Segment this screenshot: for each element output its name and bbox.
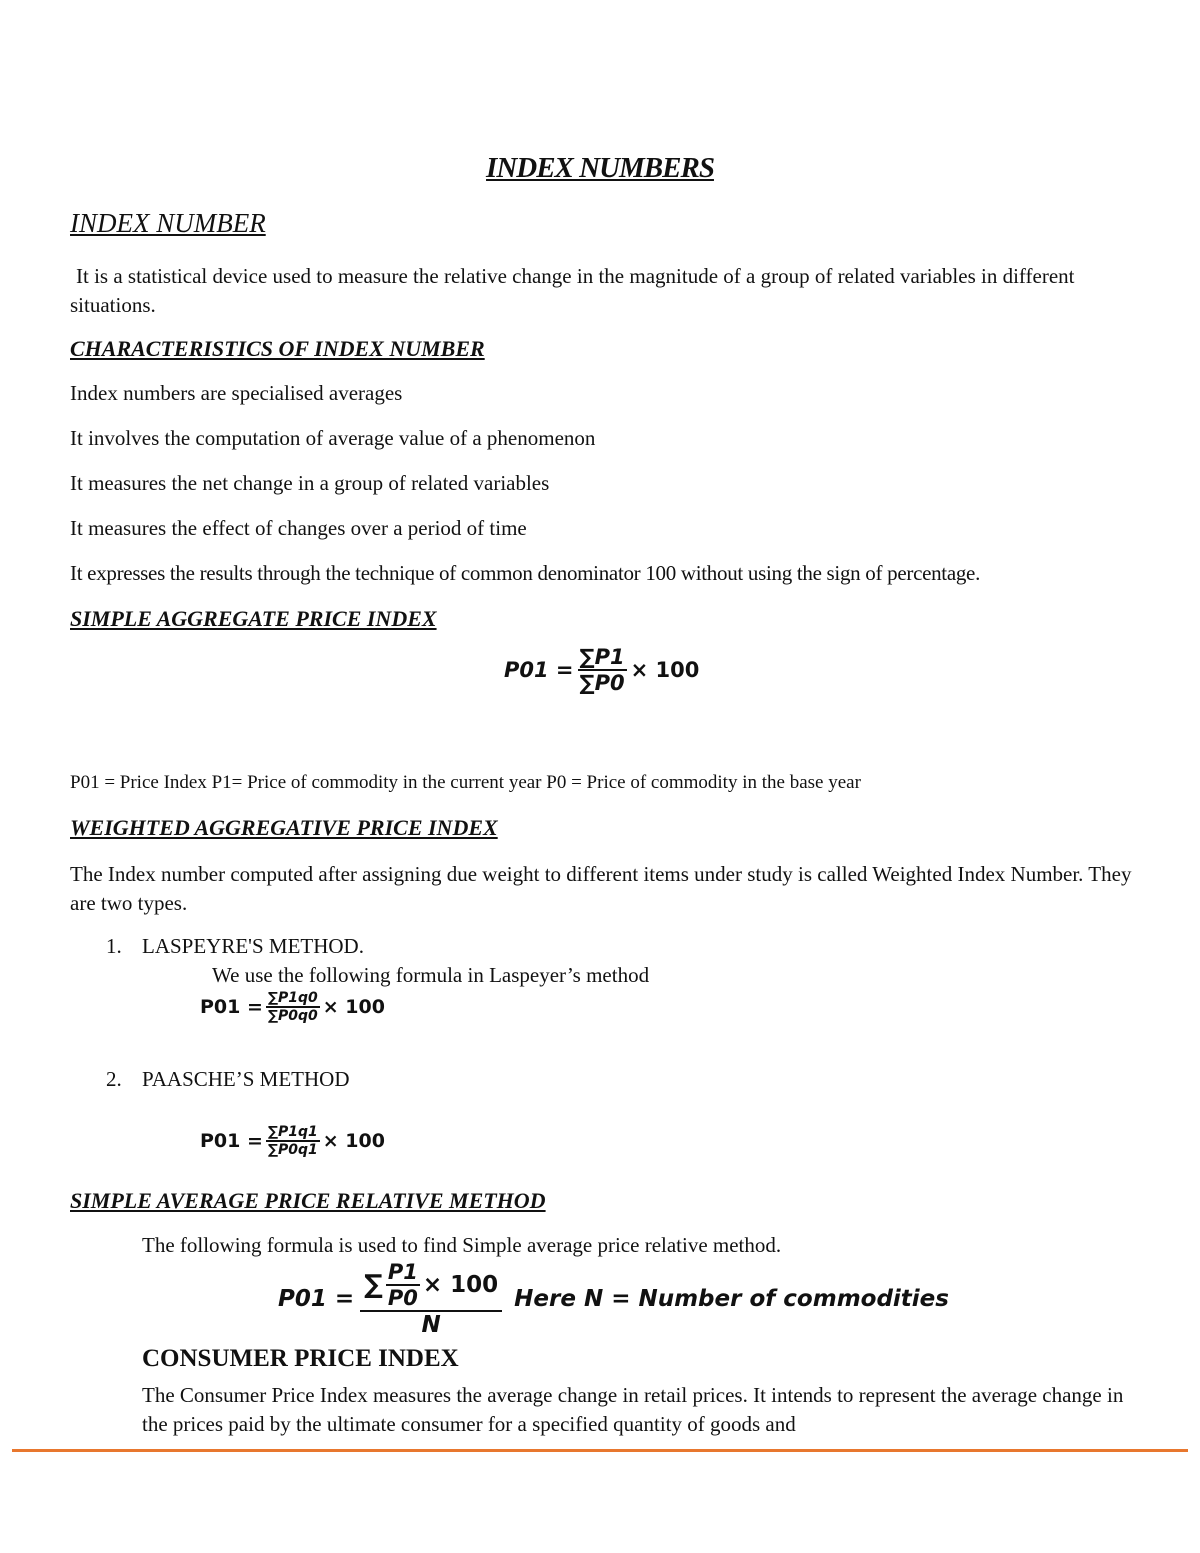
formula-paasche [200, 1124, 385, 1158]
formula-outer-fraction [360, 1260, 502, 1338]
formula-laspeyre [200, 990, 385, 1024]
characteristic-item: It measures the effect of changes over a period of time [70, 516, 527, 540]
formula-denominator: N [421, 1312, 441, 1338]
method-number: 1. [106, 934, 122, 958]
simple-average-intro: The following formula is used to find Simple average price relative method. [142, 1233, 782, 1257]
weighted-description: The Index number computed after assigning due weight to different items under study is called Weighted Index Number. They are two types. [70, 862, 1132, 915]
formula-note: Here N = Number of commodities [514, 1286, 949, 1312]
method-name-laspeyre: LASPEYRE'S METHOD. [142, 934, 364, 958]
formula-fraction [578, 645, 627, 695]
document-title: INDEX NUMBERS [486, 152, 714, 184]
method-name-paasche: PAASCHE’S METHOD [142, 1067, 350, 1091]
heading-consumer-price-index: CONSUMER PRICE INDEX [142, 1345, 459, 1372]
formula-numerator: ∑P1 [579, 645, 625, 669]
formula-denominator: ∑P0q0 [267, 1008, 318, 1024]
formula-numerator: ∑P1q1 [267, 1124, 318, 1140]
heading-index-number: INDEX NUMBER [70, 208, 266, 238]
formula-lhs: P01 = [200, 996, 263, 1018]
formula-inner-denominator: P0 [387, 1286, 418, 1310]
characteristic-item: It involves the computation of average value of a phenomenon [70, 426, 596, 450]
characteristic-item: It expresses the results through the technique of common denominator 100 without using the sign of percentage. [70, 561, 981, 585]
formula-multiplier: × 100 [322, 996, 385, 1018]
formula-multiplier: × 100 [422, 1272, 499, 1298]
formula-lhs: P01 = [278, 1286, 355, 1312]
characteristic-item: It measures the net change in a group of related variables [70, 471, 550, 495]
heading-weighted-aggregative: WEIGHTED AGGREGATIVE PRICE INDEX [70, 815, 498, 840]
formula-denominator: ∑P0 [579, 671, 625, 695]
footer-rule [12, 1449, 1188, 1452]
cpi-text: The Consumer Price Index measures the average change in retail prices. It intends to represent the average change in the prices paid by the ultimate consumer for a specified quantity of goods and [142, 1383, 1124, 1436]
heading-simple-aggregate: SIMPLE AGGREGATE PRICE INDEX [70, 606, 437, 631]
formula-fraction [266, 990, 320, 1024]
formula-simple-average [278, 1260, 949, 1338]
formula-lhs: P01 = [504, 658, 574, 682]
formula-inner-numerator: P1 [387, 1260, 418, 1284]
formula-multiplier: × 100 [322, 1130, 385, 1152]
formula-numerator: ∑P1q0 [267, 990, 318, 1006]
formula-inner-fraction [386, 1260, 420, 1310]
formula-lhs: P01 = [200, 1130, 263, 1152]
heading-simple-average: SIMPLE AVERAGE PRICE RELATIVE METHOD [70, 1188, 546, 1213]
formula-denominator: ∑P0q1 [267, 1142, 318, 1158]
laspeyre-note: We use the following formula in Laspeyer’s method [212, 963, 650, 987]
formula-simple-aggregate [504, 645, 699, 695]
method-number: 2. [106, 1067, 122, 1091]
characteristic-item: Index numbers are specialised averages [70, 381, 403, 405]
sigma-symbol: ∑ [364, 1270, 383, 1300]
formula-numerator [360, 1260, 502, 1312]
definition-text: It is a statistical device used to measure the relative change in the magnitude of a group of related variables in different situations. [70, 264, 1075, 317]
price-index-legend: P01 = Price Index P1= Price of commodity in the current year P0 = Price of commodity in the base year [70, 772, 861, 793]
heading-characteristics: CHARACTERISTICS OF INDEX NUMBER [70, 336, 485, 361]
formula-fraction [266, 1124, 320, 1158]
formula-multiplier: × 100 [630, 658, 700, 682]
